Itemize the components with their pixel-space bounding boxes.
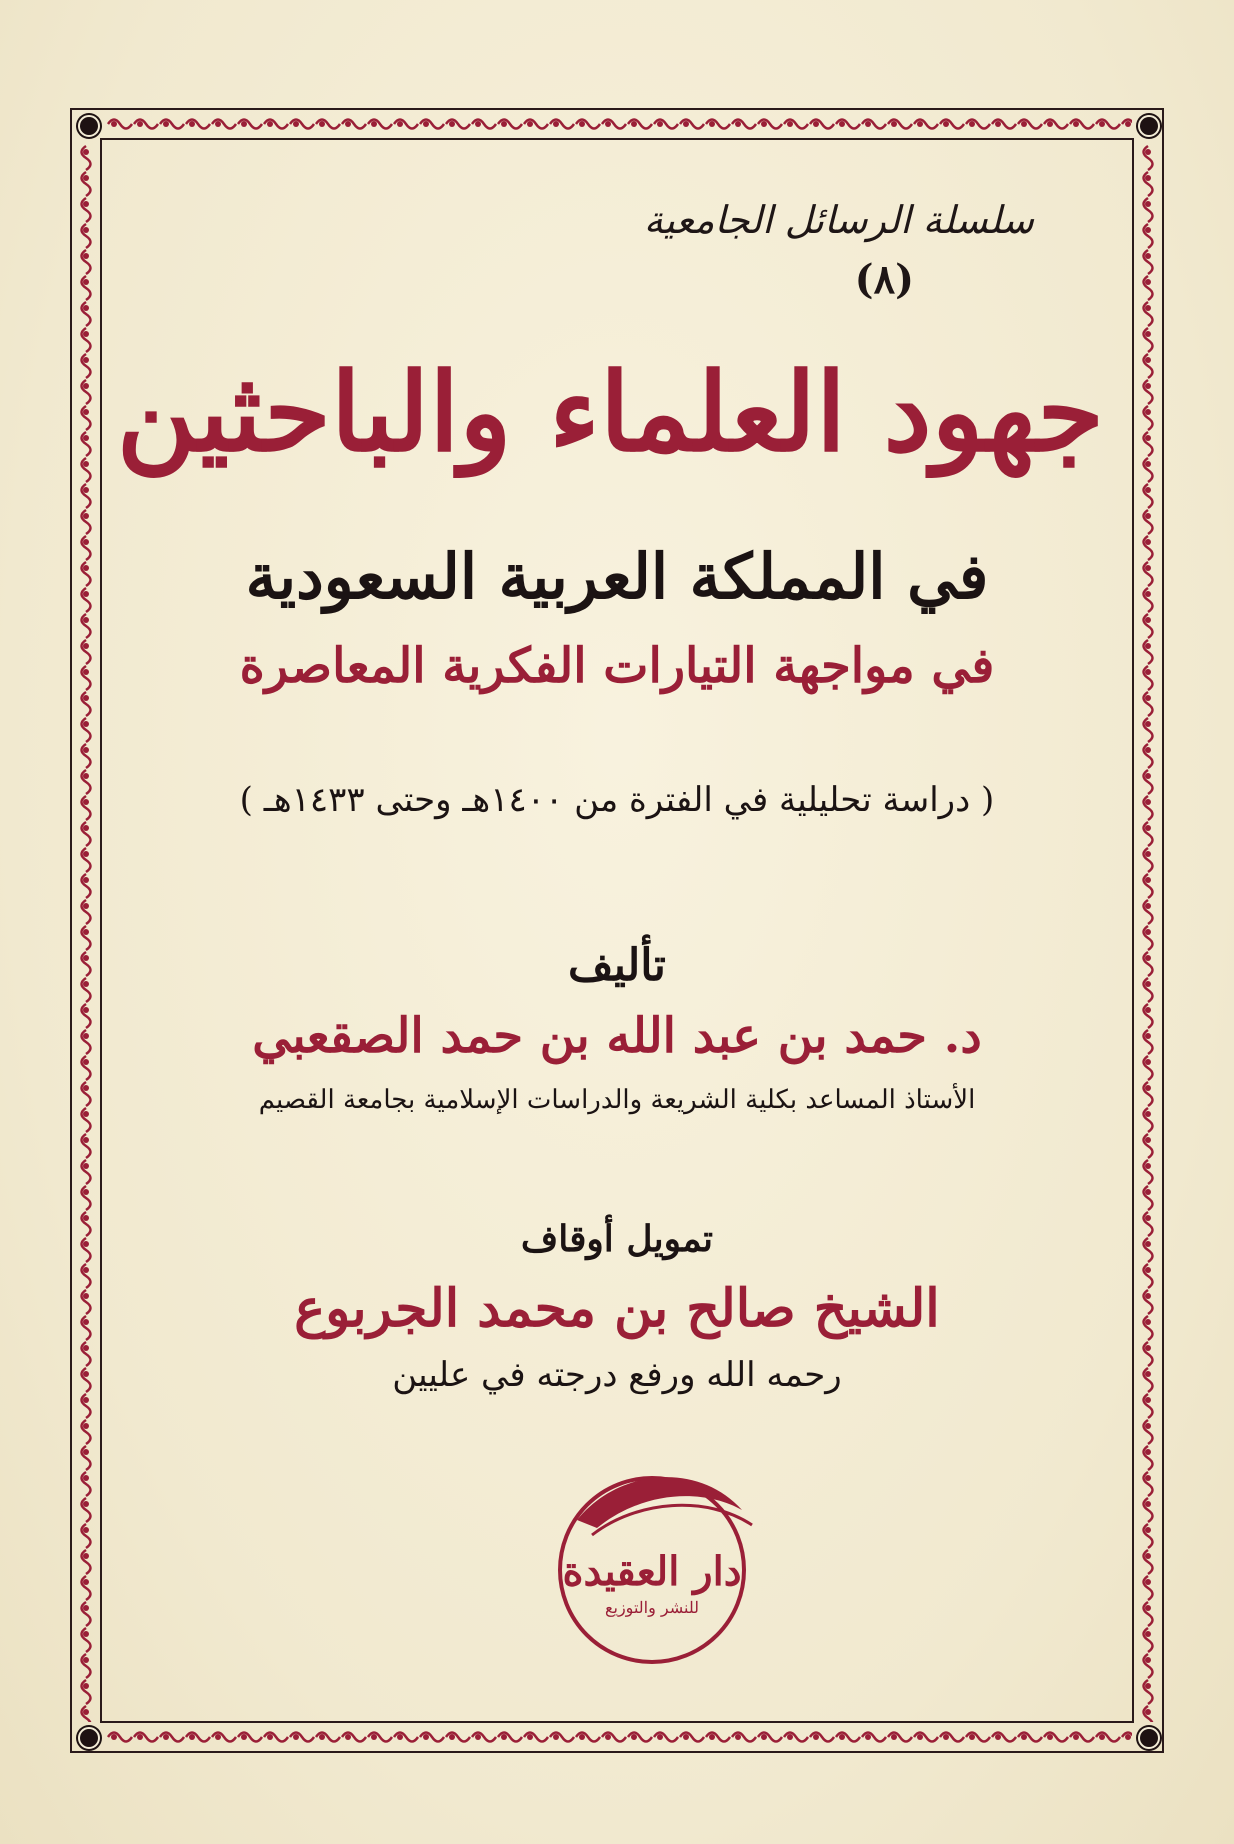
book-subtitle-line-2: في مواجهة التيارات الفكرية المعاصرة: [239, 638, 995, 694]
authorship-label: تأليف: [568, 940, 666, 991]
author-name: د. حمد بن عبد الله بن حمد الصقعبي: [252, 1008, 982, 1064]
ornamental-band-right: [1136, 140, 1160, 1722]
publisher-name: دار العقيدة: [562, 1548, 742, 1595]
series-number: (٨): [854, 256, 914, 303]
publisher-subtitle: للنشر والتوزيع: [604, 1598, 700, 1617]
corner-ornament-top-right: [1138, 115, 1160, 137]
corner-ornament-bottom-left: [78, 1727, 100, 1749]
author-affiliation: الأستاذ المساعد بكلية الشريعة والدراسات الإسلامية بجامعة القصيم: [258, 1085, 976, 1115]
ornamental-band-top: [102, 112, 1132, 136]
corner-ornament-top-left: [78, 115, 100, 137]
title-page-content: [116, 150, 1104, 1700]
funder-name: الشيخ صالح بن محمد الجربوع: [294, 1278, 940, 1339]
series-name: سلسلة الرسائل الجامعية: [643, 198, 1034, 242]
study-description: ( دراسة تحليلية في الفترة من ١٤٠٠هـ وحتى ١٤٣٣هـ ): [239, 780, 995, 820]
book-subtitle-line-1: في المملكة العربية السعودية: [245, 540, 989, 613]
ornamental-band-bottom: [102, 1725, 1132, 1749]
publisher-logo: [537, 1450, 767, 1670]
corner-ornament-bottom-right: [1138, 1727, 1160, 1749]
book-title: جهود العلماء والباحثين: [116, 350, 1104, 476]
ornamental-band-left: [74, 140, 98, 1722]
funder-prayer: رحمه الله ورفع درجته في عليين: [392, 1355, 842, 1395]
funding-label: تمويل أوقاف: [520, 1218, 714, 1260]
